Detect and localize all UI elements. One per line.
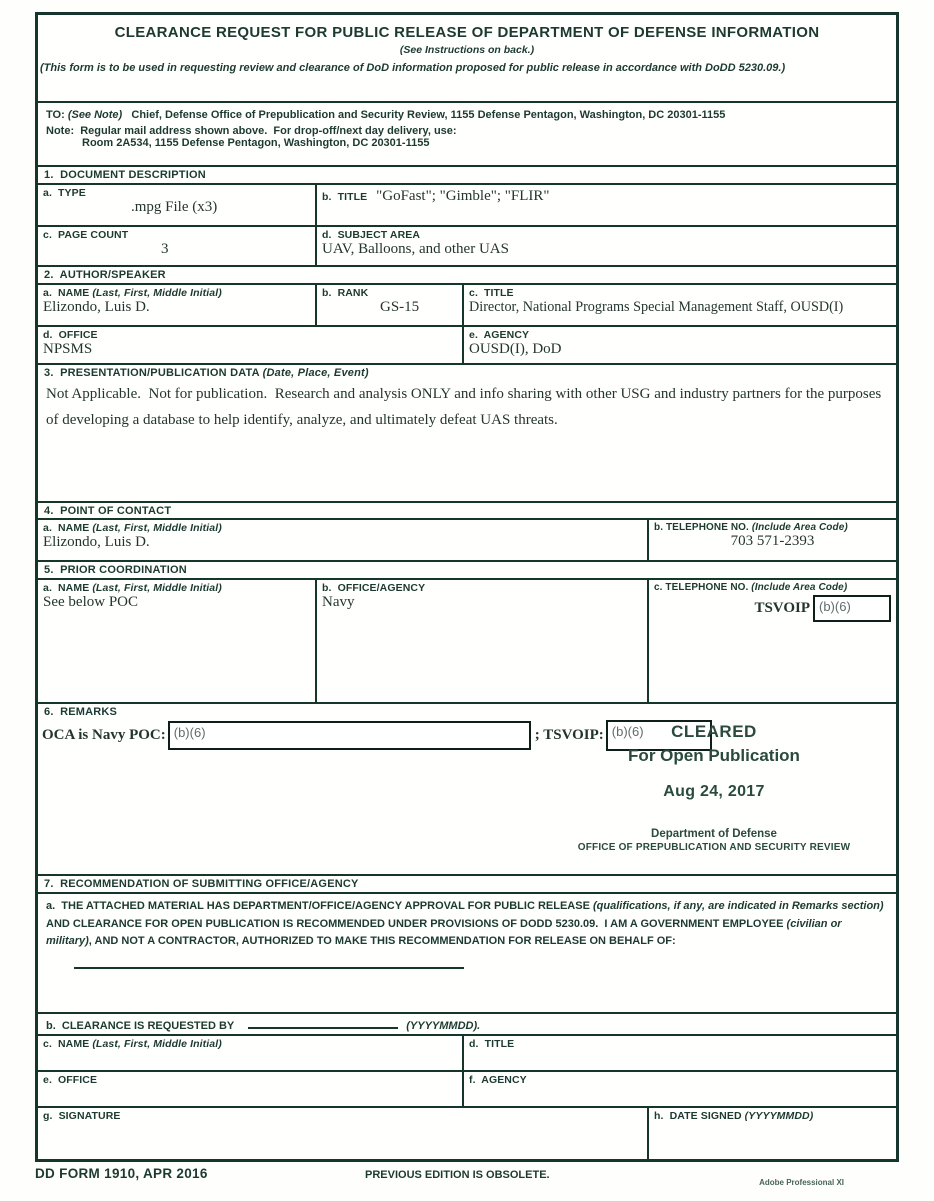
- field-signature-label: g. SIGNATURE: [43, 1110, 121, 1122]
- field-office-label: d. OFFICE: [43, 329, 98, 341]
- field-submitter-name-label: c. NAME (Last, First, Middle Initial): [43, 1038, 222, 1050]
- field-poc-name-label: a. NAME (Last, First, Middle Initial): [43, 522, 222, 534]
- form-footer: [35, 1166, 899, 1187]
- cleared-stamp: [538, 722, 890, 853]
- field-poc-phone-value: 703 571-2393: [730, 533, 815, 549]
- section7b-row: [38, 1012, 896, 1034]
- section7-heading: [38, 874, 896, 892]
- usage-note: (This form is to be used in requesting review and clearance of DoD information proposed for public release in accordance with DoDD 5230.09.): [40, 62, 786, 74]
- to-see-note: (See Note): [67, 109, 123, 121]
- clearance-requested-label: b. CLEARANCE IS REQUESTED BY: [46, 1020, 235, 1032]
- field-title: [315, 185, 896, 225]
- remark-middle: ; TSVOIP:: [534, 727, 604, 743]
- to-value: Chief, Defense Office of Prepublication and Security Review, 1155 Defense Pentagon, Washington, DC 20301-1155: [131, 109, 726, 121]
- field-office: [38, 327, 462, 363]
- field-coord-name-value: See below POC: [43, 594, 138, 610]
- clearance-date-blank: [248, 1017, 398, 1029]
- field-title-value: "GoFast"; "Gimble"; "FLIR": [376, 188, 550, 204]
- section4-heading: [38, 501, 896, 518]
- form-body: [35, 12, 899, 1162]
- form-number: DD FORM 1910, APR 2016: [35, 1166, 208, 1181]
- field-submitter-title: [462, 1036, 896, 1070]
- field-poc-name-value: Elizondo, Luis D.: [43, 534, 150, 550]
- field-subject-area-value: UAV, Balloons, and other UAS: [322, 241, 509, 257]
- section5-row: [38, 578, 896, 702]
- field-title-label: b. TITLE: [322, 191, 368, 203]
- field-coord-office-value: Navy: [322, 594, 355, 610]
- field-subject-area-label: d. SUBJECT AREA: [322, 229, 421, 241]
- section7a-block: [38, 892, 896, 1012]
- section5-heading-label: 5. PRIOR COORDINATION: [44, 564, 187, 576]
- section4-heading-label: 4. POINT OF CONTACT: [44, 505, 172, 517]
- field-date-signed: [647, 1108, 896, 1159]
- redaction-box-phone: (b)(6): [813, 595, 891, 622]
- field-submitter-agency: [462, 1072, 896, 1106]
- field-poc-name: [38, 520, 647, 560]
- field-type-label: a. TYPE: [43, 187, 86, 199]
- field-office-value: NPSMS: [43, 341, 93, 357]
- field-date-signed-label: h. DATE SIGNED (YYYYMMDD): [654, 1110, 814, 1122]
- section1-row1: [38, 183, 896, 225]
- field-submitter-office: [38, 1072, 462, 1106]
- field-poc-phone-label: b. TELEPHONE NO. (Include Area Code): [654, 522, 848, 533]
- field-subject-area: [315, 227, 896, 265]
- form-subtitle: (See Instructions on back.): [399, 44, 535, 56]
- stamp-cleared: CLEARED: [671, 722, 757, 741]
- field-rank-label: b. RANK: [322, 287, 369, 299]
- note-line: [46, 125, 888, 137]
- field-coord-phone: [647, 580, 896, 702]
- field-coord-office-label: b. OFFICE/AGENCY: [322, 582, 426, 594]
- previous-edition-note: PREVIOUS EDITION IS OBSOLETE.: [365, 1169, 550, 1181]
- form-title: CLEARANCE REQUEST FOR PUBLIC RELEASE OF DEPARTMENT OF DEFENSE INFORMATION: [114, 24, 820, 41]
- field-author-title-label: c. TITLE: [469, 287, 514, 299]
- field-submitter-title-label: d. TITLE: [469, 1038, 515, 1050]
- field-page-count-value: 3: [161, 241, 169, 257]
- field-submitter-agency-label: f. AGENCY: [469, 1074, 527, 1086]
- field-coord-phone-label: c. TELEPHONE NO. (Include Area Code): [654, 582, 848, 593]
- section7-row-gh: [38, 1106, 896, 1159]
- section1-heading-label: 1. DOCUMENT DESCRIPTION: [44, 169, 206, 181]
- section7a-text: a. THE ATTACHED MATERIAL HAS DEPARTMENT/OFFICE/AGENCY APPROVAL FOR PUBLIC RELEASE (qualifications, if any, are indicated in Remarks section) AND CLEARANCE FOR OPEN PUBLICATION IS RECOMMENDED UNDER PROVISIONS OF DODD 5230.09. I AM A GOVERNMENT EMPLOYEE (civilian or military), AND NOT A CONTRACTOR, AUTHORIZED TO MAKE THIS RECOMMENDATION FOR RELEASE ON BEHALF OF:: [46, 900, 887, 948]
- field-page-count: [38, 227, 315, 265]
- field-type-value: .mpg File (x3): [131, 199, 218, 215]
- section2-row1: [38, 283, 896, 325]
- note-line2: Room 2A534, 1155 Defense Pentagon, Washington, DC 20301-1155: [82, 137, 430, 149]
- section6-remarks: [38, 702, 896, 874]
- field-page-count-label: c. PAGE COUNT: [43, 229, 129, 241]
- field-author-name: [38, 285, 315, 325]
- section3-heading: 3. PRESENTATION/PUBLICATION DATA (Date, Place, Event): [44, 367, 369, 379]
- stamp-org-line2: OFFICE OF PREPUBLICATION AND SECURITY REVIEW: [577, 842, 851, 853]
- field-coord-name-label: a. NAME (Last, First, Middle Initial): [43, 582, 222, 594]
- section2-row2: [38, 325, 896, 363]
- section3-presentation-data: [38, 363, 896, 501]
- field-coord-office: [315, 580, 647, 702]
- to-label: TO:: [46, 109, 65, 121]
- section6-heading: 6. REMARKS: [44, 706, 118, 718]
- to-line: [46, 109, 888, 121]
- field-rank-value: GS-15: [380, 299, 420, 315]
- section7-heading-label: 7. RECOMMENDATION OF SUBMITTING OFFICE/AGENCY: [44, 878, 359, 890]
- field-coord-phone-prefix: TSVOIP: [754, 600, 810, 616]
- section7-row-ef: [38, 1070, 896, 1106]
- section1-heading: [38, 165, 896, 183]
- field-coord-phone-value-line: [654, 595, 891, 622]
- note-label: Note:: [46, 125, 75, 137]
- section7-row-cd: [38, 1034, 896, 1070]
- field-coord-name: [38, 580, 315, 702]
- section1-row2: [38, 225, 896, 265]
- field-rank: [315, 285, 462, 325]
- field-author-name-value: Elizondo, Luis D.: [43, 299, 150, 315]
- behalf-of-blank-line: [74, 967, 464, 969]
- field-agency: [462, 327, 896, 363]
- field-submitter-name: [38, 1036, 462, 1070]
- section2-heading: [38, 265, 896, 283]
- clearance-date-format: (YYYYMMDD).: [406, 1020, 481, 1032]
- note-line1: Regular mail address shown above. For drop-off/next day delivery, use:: [80, 125, 457, 137]
- stamp-date: Aug 24, 2017: [663, 783, 765, 800]
- field-submitter-office-label: e. OFFICE: [43, 1074, 98, 1086]
- section3-value: Not Applicable. Not for publication. Research and analysis ONLY and info sharing with other USG and industry partners for the purposes of developing a database to help identify, analyze, and ultimately defeat UAS threats.: [46, 386, 886, 429]
- field-author-name-label: a. NAME (Last, First, Middle Initial): [43, 287, 222, 299]
- field-agency-value: OUSD(I), DoD: [469, 341, 562, 357]
- title-block: [38, 15, 896, 101]
- redaction-box-2: (b)(6): [606, 720, 712, 751]
- stamp-org-line1: Department of Defense: [651, 828, 777, 840]
- to-block: [38, 101, 896, 165]
- field-poc-phone: [647, 520, 896, 560]
- stamp-open-publication: For Open Publication: [628, 746, 800, 765]
- section2-heading-label: 2. AUTHOR/SPEAKER: [44, 269, 166, 281]
- remark-prefix: OCA is Navy POC:: [42, 727, 166, 743]
- field-signature: [38, 1108, 647, 1159]
- software-credit: Adobe Professional XI: [759, 1178, 844, 1187]
- section4-row: [38, 518, 896, 560]
- field-author-title-value: Director, National Programs Special Management Staff, OUSD(I): [469, 299, 844, 315]
- field-author-title: [462, 285, 896, 325]
- redaction-box-1: (b)(6): [168, 721, 531, 750]
- field-agency-label: e. AGENCY: [469, 329, 530, 341]
- section5-heading: [38, 560, 896, 578]
- field-type: [38, 185, 315, 225]
